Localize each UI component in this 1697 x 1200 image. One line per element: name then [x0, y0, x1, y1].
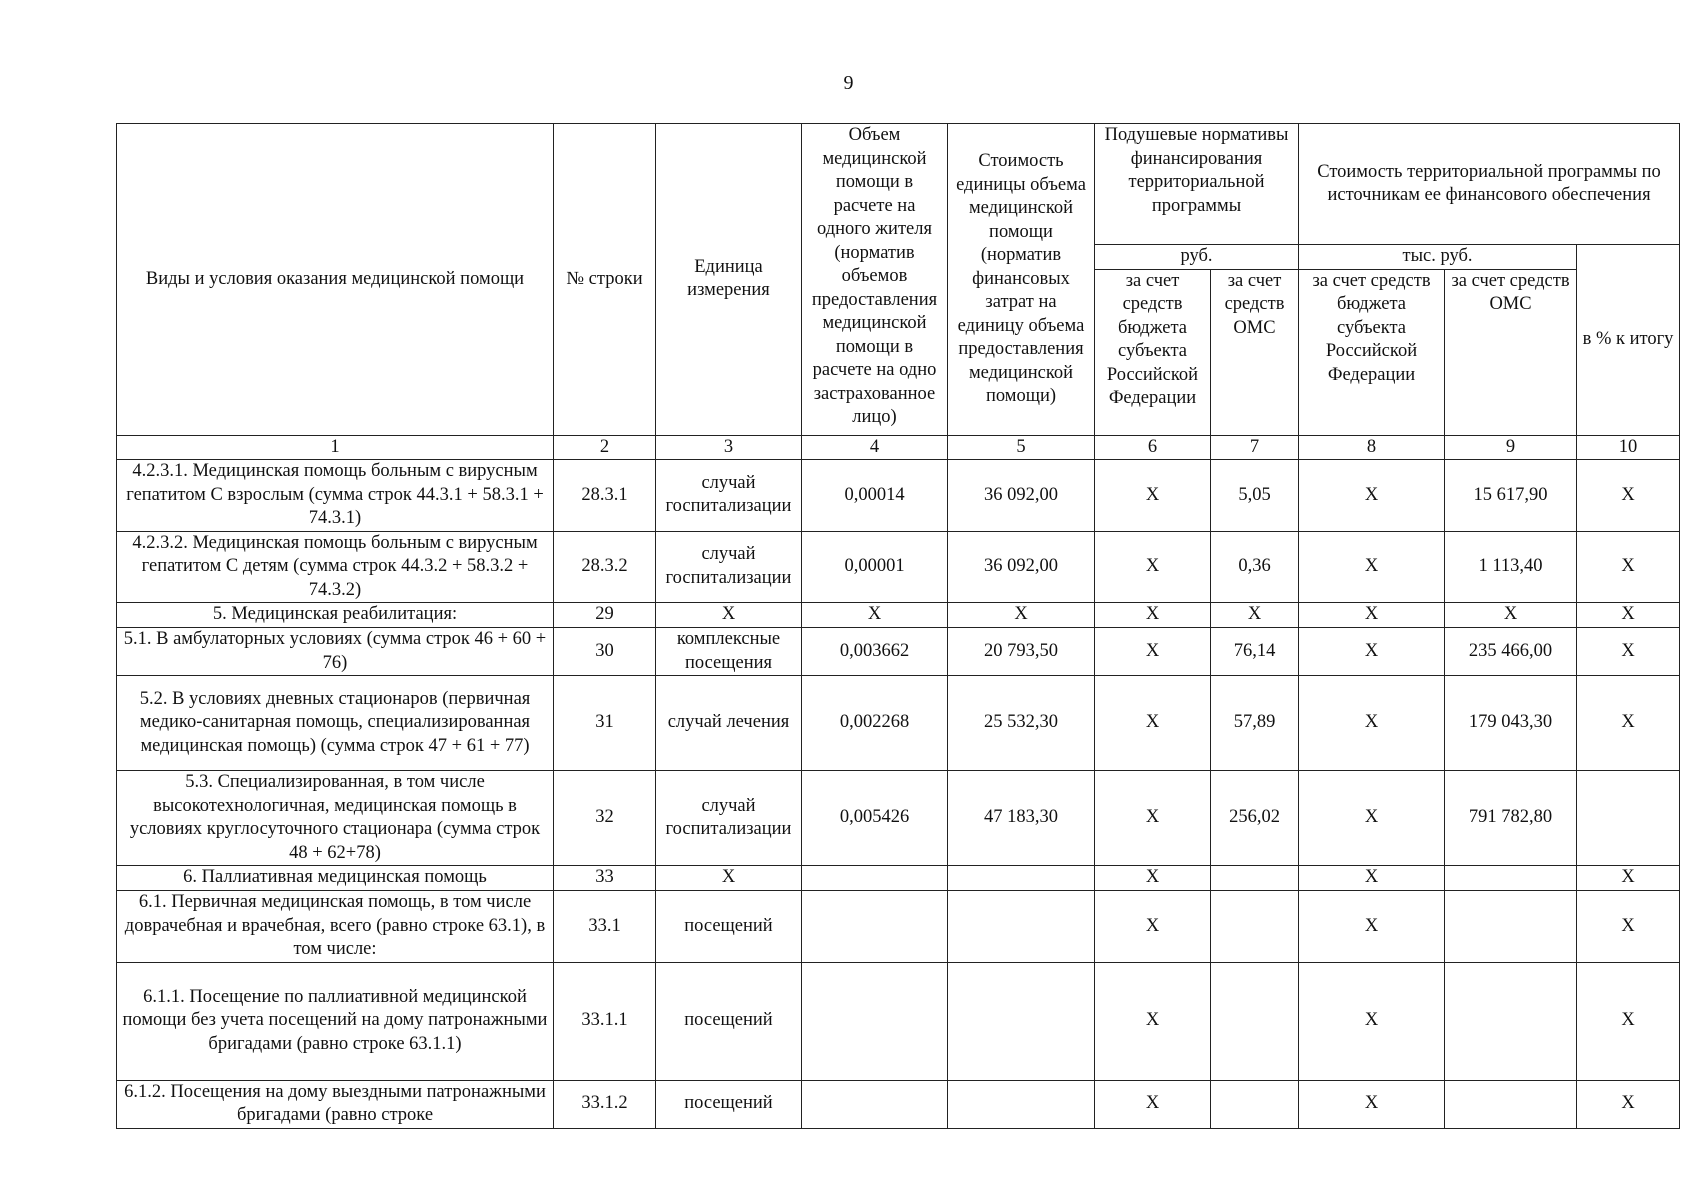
row-cost [948, 962, 1095, 1080]
row-oms-thousand: 179 043,30 [1445, 676, 1577, 771]
table-row [117, 603, 1680, 628]
row-oms-rub [1211, 962, 1299, 1080]
row-volume [802, 1080, 948, 1128]
row-budget-thousand: Х [1299, 676, 1445, 771]
row-unit: посещений [656, 1080, 802, 1128]
row-percent: Х [1577, 1080, 1680, 1128]
header-per-capita: Подушевые нормативы финансирования территориальной программы [1095, 124, 1299, 245]
row-oms-rub: 5,05 [1211, 460, 1299, 532]
row-oms-rub [1211, 866, 1299, 891]
header-volume: Объем медицинской помощи в расчете на одного жителя (норматив объемов предоставления медицинской помощи в расчете на одно застрахованное лицо) [802, 124, 948, 436]
table-row [117, 771, 1680, 866]
header-oms-thousand: за счет средств ОМС [1445, 269, 1577, 435]
row-name: 5.3. Специализированная, в том числе высокотехнологичная, медицинская помощь в условиях круглосуточного стационара (сумма строк 48 + 62+78) [117, 771, 554, 866]
row-budget-thousand: Х [1299, 460, 1445, 532]
table-row [117, 962, 1680, 1080]
row-percent: Х [1577, 891, 1680, 963]
row-budget-rub: Х [1095, 460, 1211, 532]
row-code: 29 [554, 603, 656, 628]
row-code: 33.1 [554, 891, 656, 963]
row-cost [948, 891, 1095, 963]
row-oms-thousand [1445, 1080, 1577, 1128]
table-row [117, 628, 1680, 676]
table-row [117, 1080, 1680, 1128]
row-budget-rub: Х [1095, 628, 1211, 676]
row-unit: посещений [656, 962, 802, 1080]
row-volume: 0,003662 [802, 628, 948, 676]
column-number: 6 [1095, 435, 1211, 460]
row-budget-rub: Х [1095, 891, 1211, 963]
header-budget-thousand: за счет средств бюджета субъекта Российской Федерации [1299, 269, 1445, 435]
row-volume: 0,00014 [802, 460, 948, 532]
row-oms-rub: Х [1211, 603, 1299, 628]
row-name: 6. Паллиативная медицинская помощь [117, 866, 554, 891]
row-name: 4.2.3.1. Медицинская помощь больным с вирусным гепатитом С взрослым (сумма строк 44.3.1 + 58.3.1 + 74.3.1) [117, 460, 554, 532]
row-cost [948, 1080, 1095, 1128]
header-row-number: № строки [554, 124, 656, 436]
row-percent: Х [1577, 676, 1680, 771]
header-unit-rub: руб. [1095, 245, 1299, 270]
row-name: 6.1. Первичная медицинская помощь, в том числе доврачебная и врачебная, всего (равно строке 63.1), в том числе: [117, 891, 554, 963]
row-cost [948, 866, 1095, 891]
column-number: 5 [948, 435, 1095, 460]
row-oms-thousand [1445, 891, 1577, 963]
row-oms-thousand: 15 617,90 [1445, 460, 1577, 532]
row-percent [1577, 771, 1680, 866]
row-cost: 36 092,00 [948, 460, 1095, 532]
row-name: 6.1.1. Посещение по паллиативной медицинской помощи без учета посещений на дому патронажными бригадами (равно строке 63.1.1) [117, 962, 554, 1080]
row-volume: Х [802, 603, 948, 628]
row-budget-rub: Х [1095, 962, 1211, 1080]
page-number: 9 [843, 72, 854, 94]
row-name: 5.1. В амбулаторных условиях (сумма строк 46 + 60 + 76) [117, 628, 554, 676]
row-oms-rub [1211, 1080, 1299, 1128]
row-unit: комплексные посещения [656, 628, 802, 676]
row-cost: Х [948, 603, 1095, 628]
row-percent: Х [1577, 531, 1680, 603]
row-unit: посещений [656, 891, 802, 963]
row-code: 30 [554, 628, 656, 676]
row-budget-thousand: Х [1299, 603, 1445, 628]
table-row [117, 460, 1680, 532]
row-volume: 0,00001 [802, 531, 948, 603]
row-volume: 0,002268 [802, 676, 948, 771]
row-oms-rub [1211, 891, 1299, 963]
row-oms-rub: 0,36 [1211, 531, 1299, 603]
column-numbers-row [117, 435, 1680, 460]
row-budget-thousand: Х [1299, 962, 1445, 1080]
row-cost: 47 183,30 [948, 771, 1095, 866]
row-budget-thousand: Х [1299, 891, 1445, 963]
row-volume: 0,005426 [802, 771, 948, 866]
row-volume [802, 962, 948, 1080]
column-number: 8 [1299, 435, 1445, 460]
row-budget-thousand: Х [1299, 1080, 1445, 1128]
row-oms-thousand [1445, 962, 1577, 1080]
header-unit: Единица измерения [656, 124, 802, 436]
row-oms-thousand: 235 466,00 [1445, 628, 1577, 676]
table-row [117, 891, 1680, 963]
row-unit: Х [656, 866, 802, 891]
row-unit: случай госпитализации [656, 531, 802, 603]
row-volume [802, 866, 948, 891]
header-unit-thousand-rub: тыс. руб. [1299, 245, 1577, 270]
row-name: 4.2.3.2. Медицинская помощь больным с вирусным гепатитом С детям (сумма строк 44.3.2 + 58.3.2 + 74.3.2) [117, 531, 554, 603]
row-unit: случай лечения [656, 676, 802, 771]
row-budget-thousand: Х [1299, 866, 1445, 891]
row-code: 32 [554, 771, 656, 866]
column-number: 9 [1445, 435, 1577, 460]
row-unit: случай госпитализации [656, 771, 802, 866]
table-row [117, 866, 1680, 891]
row-percent: Х [1577, 866, 1680, 891]
header-budget-rub: за счет средств бюджета субъекта Российской Федерации [1095, 269, 1211, 435]
row-budget-rub: Х [1095, 866, 1211, 891]
column-number: 7 [1211, 435, 1299, 460]
row-oms-thousand: 791 782,80 [1445, 771, 1577, 866]
column-number: 1 [117, 435, 554, 460]
row-oms-rub: 76,14 [1211, 628, 1299, 676]
row-name: 5.2. В условиях дневных стационаров (первичная медико-санитарная помощь, специализированная медицинская помощь) (сумма строк 47 + 61 + 77) [117, 676, 554, 771]
row-code: 33 [554, 866, 656, 891]
row-cost: 20 793,50 [948, 628, 1095, 676]
row-budget-rub: Х [1095, 771, 1211, 866]
row-percent: Х [1577, 628, 1680, 676]
header-percent-total: в % к итогу [1577, 245, 1680, 436]
row-oms-thousand: 1 113,40 [1445, 531, 1577, 603]
row-code: 33.1.1 [554, 962, 656, 1080]
row-name: 6.1.2. Посещения на дому выездными патронажными бригадами (равно строке [117, 1080, 554, 1128]
row-oms-rub: 256,02 [1211, 771, 1299, 866]
program-cost-table [116, 123, 1680, 1129]
row-cost: 36 092,00 [948, 531, 1095, 603]
row-oms-rub: 57,89 [1211, 676, 1299, 771]
row-budget-rub: Х [1095, 1080, 1211, 1128]
row-percent: Х [1577, 962, 1680, 1080]
row-budget-rub: Х [1095, 531, 1211, 603]
header-kinds: Виды и условия оказания медицинской помощи [117, 124, 554, 436]
row-percent: Х [1577, 603, 1680, 628]
row-code: 28.3.1 [554, 460, 656, 532]
row-code: 28.3.2 [554, 531, 656, 603]
header-program-cost: Стоимость территориальной программы по источникам ее финансового обеспечения [1299, 124, 1680, 245]
header-oms-rub: за счет средств ОМС [1211, 269, 1299, 435]
row-budget-thousand: Х [1299, 531, 1445, 603]
row-percent: Х [1577, 460, 1680, 532]
column-number: 4 [802, 435, 948, 460]
column-number: 3 [656, 435, 802, 460]
row-unit: случай госпитализации [656, 460, 802, 532]
row-budget-rub: Х [1095, 676, 1211, 771]
column-number: 10 [1577, 435, 1680, 460]
row-code: 31 [554, 676, 656, 771]
row-code: 33.1.2 [554, 1080, 656, 1128]
row-oms-thousand: Х [1445, 603, 1577, 628]
row-cost: 25 532,30 [948, 676, 1095, 771]
row-budget-thousand: Х [1299, 771, 1445, 866]
column-number: 2 [554, 435, 656, 460]
row-oms-thousand [1445, 866, 1577, 891]
table-row [117, 676, 1680, 771]
row-budget-rub: Х [1095, 603, 1211, 628]
table-row [117, 531, 1680, 603]
row-unit: Х [656, 603, 802, 628]
row-budget-thousand: Х [1299, 628, 1445, 676]
header-unit-cost: Стоимость единицы объема медицинской помощи (норматив финансовых затрат на единицу объема предоставления медицинской помощи) [948, 124, 1095, 436]
row-name: 5. Медицинская реабилитация: [117, 603, 554, 628]
row-volume [802, 891, 948, 963]
